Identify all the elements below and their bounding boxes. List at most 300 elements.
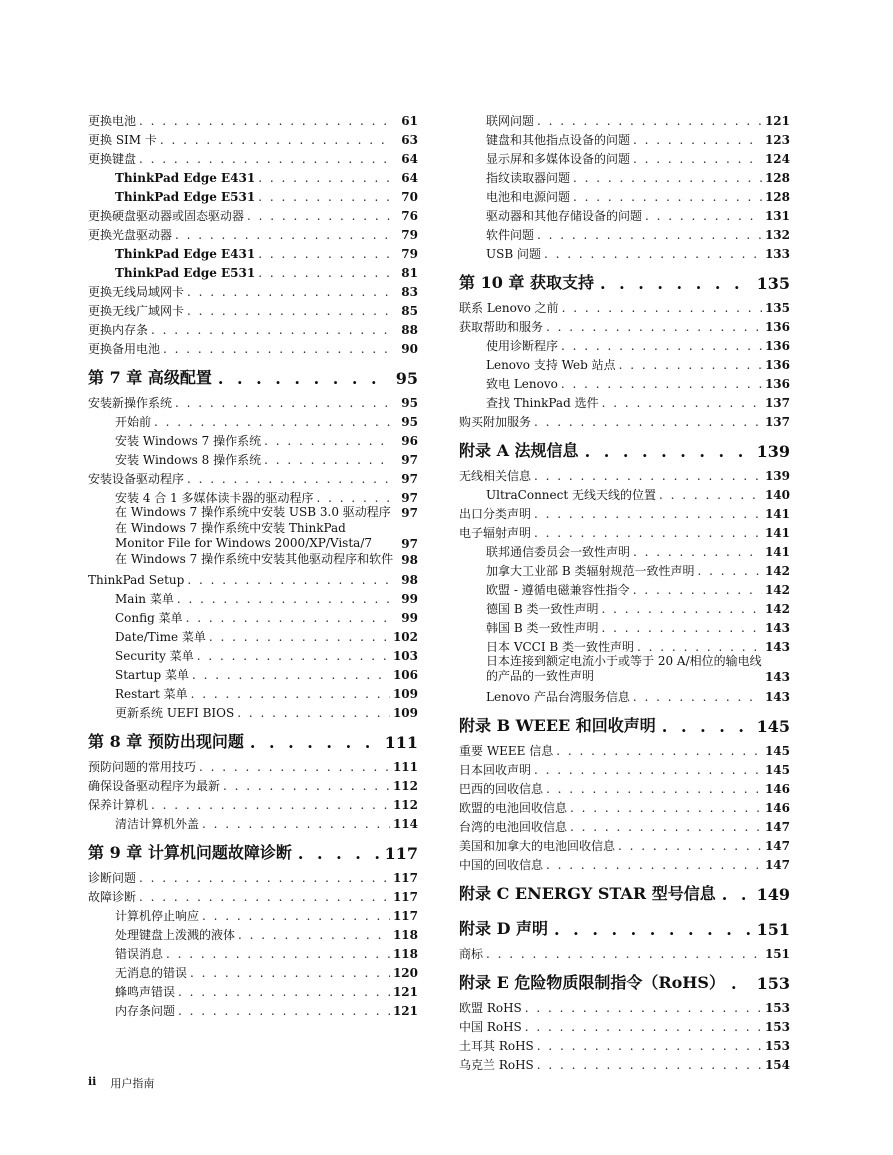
toc-entry-title: 日本 VCCI B 类一致性声明 (486, 640, 635, 654)
toc-page-number: 143 (764, 670, 790, 684)
toc-entry-title: 致电 Lenovo (486, 377, 558, 391)
toc-entry-title: 开始前 (115, 415, 152, 429)
toc-page-number: 154 (764, 1058, 790, 1072)
dot-leader (139, 890, 390, 904)
toc-entry[interactable] (459, 334, 790, 353)
toc-chapter-heading[interactable] (459, 907, 790, 942)
toc-entry[interactable] (459, 1034, 790, 1053)
toc-entry-title: Date/Time 菜单 (115, 630, 206, 644)
toc-entry[interactable] (459, 796, 790, 815)
toc-entry[interactable] (459, 296, 790, 315)
toc-entry-title: Restart 菜单 (115, 687, 188, 701)
toc-entry[interactable] (459, 616, 790, 635)
toc-chapter-heading[interactable] (88, 356, 418, 391)
dot-leader (633, 152, 762, 166)
dot-leader (166, 947, 390, 961)
toc-entry-title: 购买附加服务 (459, 415, 532, 429)
toc-page-number: 99 (401, 592, 418, 606)
toc-entry[interactable] (459, 597, 790, 616)
dot-leader (258, 171, 393, 185)
toc-page-number: 140 (764, 488, 790, 502)
toc-entry[interactable] (88, 866, 418, 885)
toc-page-number: 63 (401, 133, 418, 147)
toc-entry[interactable] (88, 885, 418, 904)
toc-page-number: 133 (764, 247, 790, 261)
dot-leader (187, 573, 393, 587)
toc-page-number: 117 (384, 844, 418, 863)
toc-page-number: 64 (401, 171, 418, 185)
toc-entry-title: Security 菜单 (115, 649, 194, 663)
toc-entry[interactable] (88, 625, 418, 644)
toc-entry[interactable] (88, 223, 418, 242)
dot-leader (191, 687, 390, 701)
dot-leader (534, 469, 762, 483)
toc-page-number: 112 (392, 798, 418, 812)
toc-page-number: 149 (756, 885, 790, 904)
toc-entry[interactable] (88, 663, 418, 682)
toc-entry-title: 美国和加拿大的电池回收信息 (459, 839, 616, 853)
toc-entry-title: Startup 菜单 (115, 668, 189, 682)
toc-entry-title: 加拿大工业部 B 类辐射规范一致性声明 (486, 564, 695, 578)
dot-leader (247, 209, 393, 223)
toc-entry-title: 更换无线广域网卡 (88, 304, 185, 318)
dot-leader (561, 377, 762, 391)
toc-entry[interactable] (88, 204, 418, 223)
toc-entry[interactable] (459, 315, 790, 334)
toc-entry-title: Lenovo 产品台湾服务信息 (486, 690, 630, 704)
dot-leader (151, 798, 390, 812)
toc-entry[interactable] (88, 587, 418, 606)
footer-doc-title: 用户指南 (110, 1077, 155, 1090)
toc-entry[interactable] (88, 318, 418, 337)
toc-entry[interactable] (88, 961, 418, 980)
dot-leader (633, 133, 762, 147)
toc-page-number: 95 (395, 369, 418, 388)
toc-entry-title: 出口分类声明 (459, 507, 532, 521)
toc-entry[interactable] (459, 685, 790, 704)
toc-page-number: 114 (392, 817, 418, 831)
dot-leader (186, 611, 393, 625)
dot-leader (544, 247, 762, 261)
toc-entry[interactable] (459, 147, 790, 166)
toc-entry-title: 计算机停止响应 (115, 909, 200, 923)
toc-entry-title: 在 Windows 7 操作系统中安装 USB 3.0 驱动程序 (115, 505, 391, 519)
toc-entry-title: 电子辐射声明 (459, 526, 532, 540)
dot-leader (250, 733, 379, 752)
toc-page-number: 85 (401, 304, 418, 318)
toc-entry-title: 更换硬盘驱动器或固态驱动器 (88, 209, 245, 223)
toc-page-number: 109 (392, 706, 418, 720)
toc-page-number: 97 (401, 506, 418, 520)
toc-page-number: 61 (401, 114, 418, 128)
toc-page-number: 98 (401, 573, 418, 587)
toc-entry-title: 中国 RoHS (459, 1020, 522, 1034)
toc-entry[interactable] (88, 467, 418, 486)
toc-page-number: 117 (392, 909, 418, 923)
dot-leader (633, 690, 762, 704)
dot-leader (264, 434, 393, 448)
toc-entry[interactable] (88, 644, 418, 663)
toc-entry[interactable] (459, 204, 790, 223)
dot-leader (573, 171, 762, 185)
toc-page-number: 136 (764, 339, 790, 353)
toc-page-number: 76 (401, 209, 418, 223)
dot-leader (546, 782, 762, 796)
toc-page-number: 102 (392, 630, 418, 644)
dot-leader (722, 885, 751, 904)
toc-entry-title: 更换备用电池 (88, 342, 161, 356)
toc-entry-title: 第 7 章 高级配置 (88, 368, 212, 387)
toc-entry-title: 软件问题 (486, 228, 535, 242)
toc-page-number: 98 (401, 553, 418, 567)
toc-page-number: 123 (764, 133, 790, 147)
toc-entry[interactable] (459, 502, 790, 521)
toc-page-number: 147 (764, 839, 790, 853)
toc-entry[interactable] (459, 1053, 790, 1072)
toc-entry-title: 更换无线局域网卡 (88, 285, 185, 299)
dot-leader (486, 947, 762, 961)
toc-page-number: 151 (764, 947, 790, 961)
dot-leader (537, 1058, 762, 1072)
toc-page-number: 97 (401, 491, 418, 505)
toc-page-number: 131 (764, 209, 790, 223)
dot-leader (199, 760, 390, 774)
toc-entry-title: 附录 B WEEE 和回收声明 (459, 716, 656, 735)
toc-page-number: 143 (764, 621, 790, 635)
toc-entry-title: 使用诊断程序 (486, 339, 559, 353)
toc-entry[interactable] (88, 261, 418, 280)
toc-entry[interactable] (88, 448, 418, 467)
toc-page-number: 95 (401, 396, 418, 410)
toc-page-number: 136 (764, 377, 790, 391)
toc-entry-title: ThinkPad Edge E531 (115, 190, 256, 204)
dot-leader (602, 396, 762, 410)
toc-entry[interactable] (459, 521, 790, 540)
toc-entry[interactable] (459, 242, 790, 261)
toc-entry-title: 联邦通信委员会一致性声明 (486, 545, 631, 559)
toc-page-number: 118 (392, 928, 418, 942)
dot-leader (175, 396, 393, 410)
toc-entry[interactable] (459, 559, 790, 578)
toc-entry[interactable] (88, 242, 418, 261)
toc-entry[interactable] (88, 280, 418, 299)
dot-leader (537, 1039, 762, 1053)
toc-entry[interactable] (88, 128, 418, 147)
toc-page-number: 153 (764, 1001, 790, 1015)
toc-entry-title: Lenovo 支持 Web 站点 (486, 358, 616, 372)
toc-chapter-heading[interactable] (88, 831, 418, 866)
toc-entry[interactable] (459, 410, 790, 429)
footer-page-number: ii (88, 1075, 97, 1088)
toc-entry[interactable] (88, 812, 418, 831)
dot-leader (619, 358, 762, 372)
toc-entry[interactable] (88, 755, 418, 774)
toc-entry-title: 第 9 章 计算机问题故障诊断 (88, 843, 292, 862)
toc-page-number: 128 (764, 190, 790, 204)
toc-entry-title: Config 菜单 (115, 611, 183, 625)
dot-leader (177, 592, 393, 606)
toc-entry-title: 更换电池 (88, 114, 137, 128)
toc-entry[interactable] (88, 701, 418, 720)
dot-leader (163, 342, 393, 356)
toc-entry[interactable] (88, 391, 418, 410)
toc-entry[interactable] (88, 999, 418, 1018)
toc-page-number: 111 (384, 733, 418, 752)
toc-entry[interactable] (459, 635, 790, 654)
toc-page-number: 153 (764, 1020, 790, 1034)
toc-page-number: 136 (764, 320, 790, 334)
toc-page-number: 81 (401, 266, 418, 280)
toc-entry-title: 获取帮助和服务 (459, 320, 544, 334)
dot-leader (151, 323, 393, 337)
toc-entry-title: Main 菜单 (115, 592, 174, 606)
dot-leader (645, 209, 762, 223)
toc-entry-title: 日本回收声明 (459, 763, 532, 777)
toc-entry-title: 电池和电源问题 (486, 190, 571, 204)
dot-leader (258, 190, 393, 204)
toc-entry[interactable] (459, 777, 790, 796)
dot-leader (556, 744, 762, 758)
toc-entry-title: 土耳其 RoHS (459, 1039, 534, 1053)
dot-leader (537, 228, 762, 242)
toc-entry-title: 联网问题 (486, 114, 535, 128)
toc-entry[interactable] (88, 521, 418, 552)
toc-chapter-heading[interactable] (459, 704, 790, 739)
toc-page-number: 135 (756, 274, 790, 293)
dot-leader (659, 488, 762, 502)
toc-entry-title: 乌克兰 RoHS (459, 1058, 534, 1072)
toc-entry[interactable] (88, 793, 418, 812)
toc-page-number: 112 (392, 779, 418, 793)
toc-entry[interactable] (459, 758, 790, 777)
page-footer (88, 1075, 154, 1091)
toc-entry[interactable] (459, 853, 790, 872)
toc-entry-title: 德国 B 类一致性声明 (486, 602, 599, 616)
dot-leader (209, 630, 390, 644)
toc-page-number: 132 (764, 228, 790, 242)
toc-entry[interactable] (459, 996, 790, 1015)
toc-entry[interactable] (88, 109, 418, 128)
toc-entry[interactable] (88, 904, 418, 923)
toc-entry-title: 附录 A 法规信息 (459, 441, 579, 460)
dot-leader (218, 369, 390, 388)
dot-leader (697, 564, 761, 578)
toc-page-number: 142 (764, 564, 790, 578)
toc-entry-title: 韩国 B 类一致性声明 (486, 621, 599, 635)
dot-leader (175, 228, 393, 242)
toc-entry[interactable] (459, 654, 790, 685)
toc-entry-title: 重要 WEEE 信息 (459, 744, 554, 758)
toc-entry[interactable] (88, 923, 418, 942)
toc-entry[interactable] (88, 980, 418, 999)
dot-leader (731, 974, 751, 993)
toc-page-number: 95 (401, 415, 418, 429)
dot-leader (223, 779, 390, 793)
toc-entry[interactable] (459, 185, 790, 204)
dot-leader (662, 717, 751, 736)
toc-chapter-heading[interactable] (459, 261, 790, 296)
toc-entry[interactable] (459, 353, 790, 372)
toc-entry[interactable] (459, 166, 790, 185)
toc-entry-title: 指纹读取器问题 (486, 171, 571, 185)
toc-entry-title: ThinkPad Edge E531 (115, 266, 256, 280)
toc-entry-title: 清洁计算机外盖 (115, 817, 200, 831)
dot-leader (618, 839, 762, 853)
dot-leader (154, 415, 393, 429)
toc-entry-title: 无消息的错误 (115, 966, 188, 980)
dot-leader (238, 928, 390, 942)
dot-leader (534, 415, 762, 429)
toc-entry[interactable] (88, 552, 418, 568)
toc-page-number: 121 (392, 985, 418, 999)
toc-entry-title: 在 Windows 7 操作系统中安装其他驱动程序和软件 (115, 552, 394, 566)
dot-leader (601, 602, 761, 616)
toc-page-number: 146 (764, 782, 790, 796)
dot-leader (190, 966, 390, 980)
toc-entry-title: 预防问题的常用技巧 (88, 760, 197, 774)
toc-entry[interactable] (88, 682, 418, 701)
toc-page-number: 141 (764, 545, 790, 559)
toc-entry[interactable] (88, 166, 418, 185)
dot-leader (534, 526, 762, 540)
toc-entry-title: 欧盟 - 遵循电磁兼容性指令 (486, 583, 630, 597)
toc-entry[interactable] (88, 942, 418, 961)
toc-page-number: 136 (764, 358, 790, 372)
toc-entry-title: 中国的回收信息 (459, 858, 544, 872)
toc-page-number: 139 (756, 442, 790, 461)
toc-entry[interactable] (88, 606, 418, 625)
toc-page-number: 153 (764, 1039, 790, 1053)
dot-leader (554, 920, 751, 939)
toc-entry-title: 查找 ThinkPad 选件 (486, 396, 599, 410)
toc-page-number: 103 (392, 649, 418, 663)
toc-entry[interactable] (88, 505, 418, 521)
toc-page-number: 145 (756, 717, 790, 736)
dot-leader (202, 817, 390, 831)
toc-entry[interactable] (459, 1015, 790, 1034)
toc-entry[interactable] (88, 299, 418, 318)
toc-page-number: 109 (392, 687, 418, 701)
toc-entry-title: 更换 SIM 卡 (88, 133, 157, 147)
toc-page-number: 97 (401, 472, 418, 486)
dot-leader (298, 844, 379, 863)
dot-leader (585, 442, 751, 461)
toc-entry-title: 处理键盘上泼溅的液体 (115, 928, 236, 942)
dot-leader (187, 472, 393, 486)
toc-page-number: 121 (392, 1004, 418, 1018)
toc-entry[interactable] (88, 429, 418, 448)
toc-entry[interactable] (459, 128, 790, 147)
toc-entry-title: 安装 Windows 7 操作系统 (115, 434, 262, 448)
toc-page-number: 142 (764, 602, 790, 616)
toc-chapter-heading[interactable] (459, 961, 790, 996)
toc-entry-title: 显示屏和多媒体设备的问题 (486, 152, 631, 166)
toc-page-number: 153 (756, 974, 790, 993)
toc-entry-title: 附录 C ENERGY STAR 型号信息 (459, 884, 716, 903)
toc-entry-title: 联系 Lenovo 之前 (459, 301, 559, 315)
toc-chapter-heading[interactable] (459, 429, 790, 464)
toc-page-number: 90 (401, 342, 418, 356)
toc-entry[interactable] (88, 337, 418, 356)
dot-leader (197, 649, 390, 663)
toc-page-number: 79 (401, 228, 418, 242)
toc-page-number: 137 (764, 415, 790, 429)
dot-leader (525, 1001, 762, 1015)
toc-page-number: 135 (764, 301, 790, 315)
toc-entry[interactable] (88, 185, 418, 204)
toc-entry[interactable] (459, 391, 790, 410)
toc-entry-title: 日本连接到额定电流小于或等于 20 A/相位的输电线的产品的一致性声明 (486, 654, 762, 683)
toc-entry-title: UltraConnect 无线天线的位置 (486, 488, 656, 502)
toc-page-number: 88 (401, 323, 418, 337)
toc-page-number: 147 (764, 820, 790, 834)
toc-page-number: 139 (764, 469, 790, 483)
dot-leader (573, 190, 762, 204)
toc-page-number: 106 (392, 668, 418, 682)
toc-entry[interactable] (459, 483, 790, 502)
toc-entry[interactable] (459, 578, 790, 597)
toc-entry[interactable] (459, 942, 790, 961)
toc-entry[interactable] (88, 774, 418, 793)
toc-page-number: 145 (764, 763, 790, 777)
dot-leader (187, 285, 393, 299)
toc-entry[interactable] (459, 739, 790, 758)
dot-leader (546, 858, 762, 872)
dot-leader (637, 640, 762, 654)
toc-entry-title: 保养计算机 (88, 798, 149, 812)
toc-entry[interactable] (459, 540, 790, 559)
toc-entry-title: ThinkPad Edge E431 (115, 171, 256, 185)
toc-page-number: 141 (764, 526, 790, 540)
toc-page-number: 143 (764, 690, 790, 704)
toc-entry[interactable] (459, 834, 790, 853)
toc-entry[interactable] (459, 372, 790, 391)
toc-entry-title: 巴西的回收信息 (459, 782, 544, 796)
toc-chapter-heading[interactable] (88, 720, 418, 755)
toc-page-number: 70 (401, 190, 418, 204)
dot-leader (534, 763, 762, 777)
toc-chapter-heading[interactable] (459, 872, 790, 907)
toc-entry-title: 欧盟的电池回收信息 (459, 801, 568, 815)
toc-entry[interactable] (88, 410, 418, 429)
toc-entry-title: 安装新操作系统 (88, 396, 173, 410)
toc-entry-title: 内存条问题 (115, 1004, 176, 1018)
toc-entry[interactable] (88, 147, 418, 166)
toc-page-number: 97 (401, 453, 418, 467)
toc-entry-title: 安装 4 合 1 多媒体读卡器的驱动程序 (115, 491, 314, 505)
toc-entry[interactable] (459, 464, 790, 483)
toc-entry[interactable] (88, 486, 418, 505)
toc-entry[interactable] (459, 109, 790, 128)
toc-page-number: 121 (764, 114, 790, 128)
toc-entry[interactable] (88, 568, 418, 587)
toc-page-number: 147 (764, 858, 790, 872)
dot-leader (570, 820, 762, 834)
toc-page-number: 111 (392, 760, 418, 774)
toc-entry[interactable] (459, 815, 790, 834)
toc-entry-title: 键盘和其他指点设备的问题 (486, 133, 631, 147)
toc-entry-title: USB 问题 (486, 247, 541, 261)
toc-entry-title: 欧盟 RoHS (459, 1001, 522, 1015)
toc-page-number: 83 (401, 285, 418, 299)
toc-entry-title: 附录 D 声明 (459, 919, 549, 938)
toc-entry-title: 第 10 章 获取支持 (459, 273, 594, 292)
dot-leader (562, 301, 762, 315)
dot-leader (139, 114, 393, 128)
toc-entry[interactable] (459, 223, 790, 242)
toc-page-number: 141 (764, 507, 790, 521)
toc-page-number: 151 (756, 920, 790, 939)
